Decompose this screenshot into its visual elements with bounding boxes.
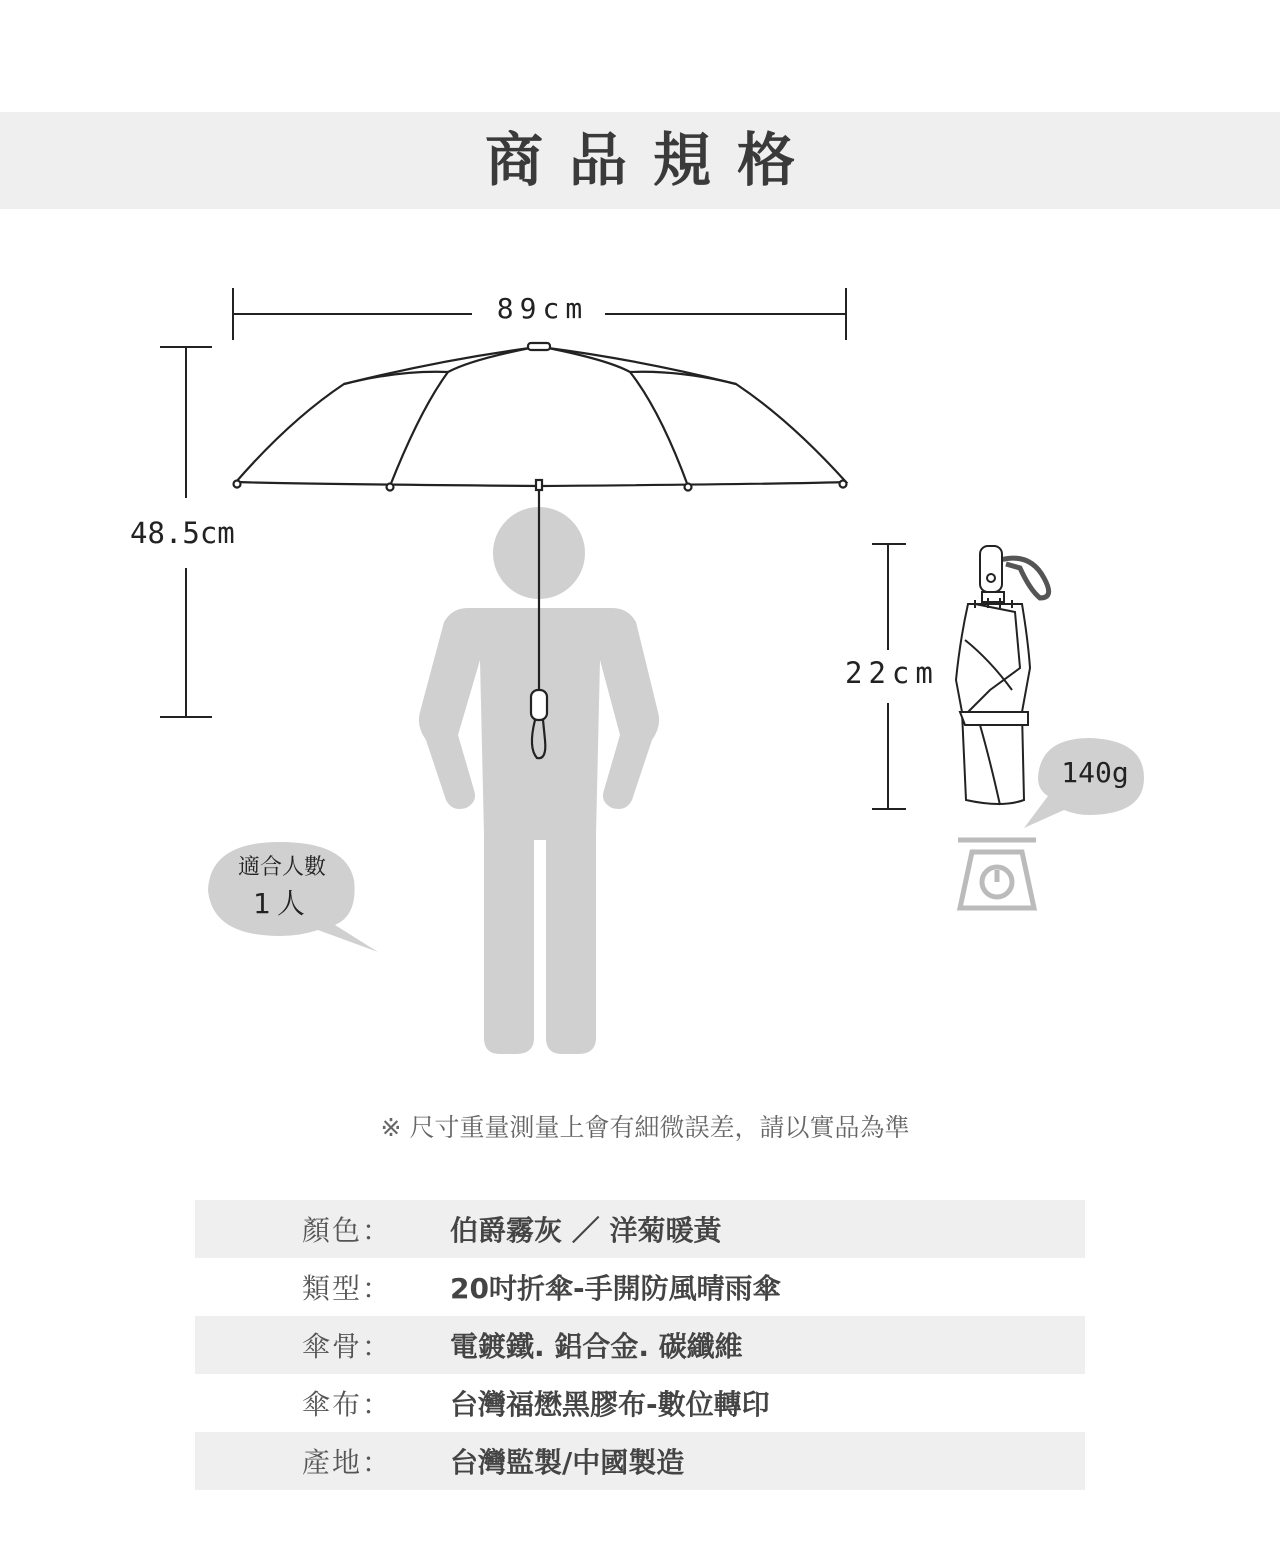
umbrella-folded-icon xyxy=(956,546,1049,805)
height-label: 48.5cm xyxy=(130,516,235,550)
spec-value: 電鍍鐵. 鋁合金. 碳纖維 xyxy=(450,1330,743,1363)
spec-row-color xyxy=(195,1200,1085,1258)
spec-value: 伯爵霧灰 ／ 洋菊暖黃 xyxy=(450,1214,722,1247)
spec-value: 台灣福懋黑膠布-數位轉印 xyxy=(450,1388,770,1421)
measurement-note: ※ 尺寸重量測量上會有細微誤差，請以實品為準 xyxy=(380,1113,910,1142)
page-title: 商品規格 xyxy=(484,126,821,194)
spec-row-type xyxy=(195,1258,1085,1316)
spec-key: 傘布： xyxy=(302,1388,393,1421)
folded-height-label: 22cm xyxy=(845,656,939,690)
weight-label: 140g xyxy=(1061,756,1129,789)
capacity-label: 適合人數 xyxy=(237,855,326,880)
scale-icon xyxy=(958,840,1036,908)
spec-row-frame xyxy=(195,1316,1085,1374)
spec-value: 台灣監製/中國製造 xyxy=(450,1446,685,1479)
width-label: 89cm xyxy=(496,292,589,325)
spec-key: 類型： xyxy=(302,1272,393,1305)
spec-key: 傘骨： xyxy=(302,1330,393,1363)
capacity-value: 1人 xyxy=(253,887,311,920)
spec-key: 顏色： xyxy=(302,1214,393,1247)
spec-row-fabric xyxy=(195,1374,1085,1432)
spec-row-origin xyxy=(195,1432,1085,1490)
umbrella-open-icon xyxy=(234,343,847,758)
spec-table xyxy=(195,1200,1085,1490)
spec-key: 產地： xyxy=(302,1446,393,1479)
spec-value: 20吋折傘-手開防風晴雨傘 xyxy=(450,1272,781,1305)
